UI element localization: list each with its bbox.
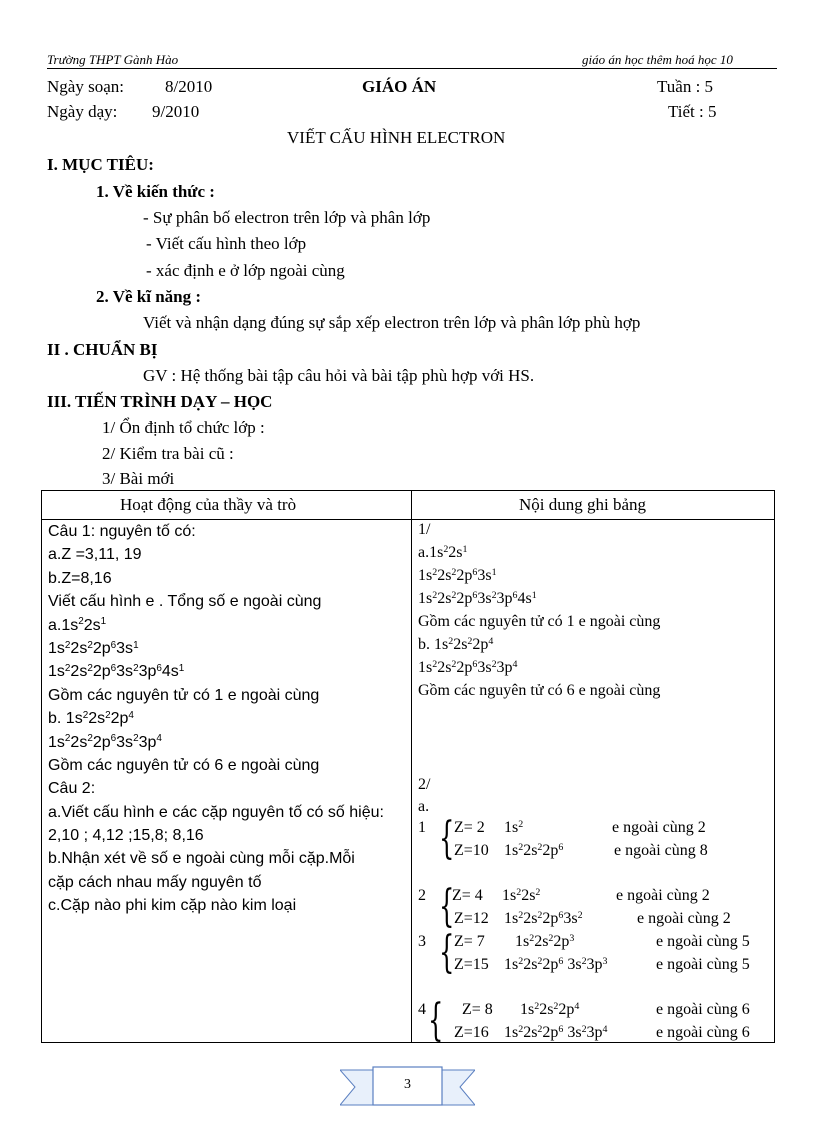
pair-2-z-mg: Z=12 [454, 910, 489, 927]
group-6-note: Gồm các nguyên tử có 6 e ngoài cùng [48, 756, 320, 774]
pair-1-number: 1 [418, 819, 426, 836]
prep-date: 8/2010 [165, 77, 213, 96]
r-config-li: $a.1s^22s^1$ [418, 543, 468, 561]
skills-text: Viết và nhận dạng đúng sự sắp xếp electron trên lớp và phân lớp phù hợp [143, 313, 641, 332]
pair-2-config-mg: $1s^22s^22p^63s^2$ [504, 909, 583, 927]
r-config-na: $1s^22s^22p^63s^1$ [418, 566, 497, 584]
r-group-6-note: Gồm các nguyên tử có 6 e ngoài cùng [418, 682, 661, 699]
question-2: Câu 2: [48, 780, 96, 798]
answer-2a-label: a. [418, 798, 430, 815]
pair-1-config-he: $1s^2$ [504, 818, 524, 836]
procedure-item: 1/ Ổn định tổ chức lớp : [102, 418, 265, 437]
question-1: Câu 1: nguyên tố có: [48, 523, 196, 540]
subject-label: giáo án học thêm hoá học 10 [582, 52, 733, 67]
question-2a-values: 2,10 ; 4,12 ;15,8; 8,16 [48, 827, 204, 845]
question-1b: b.Z=8,16 [48, 569, 112, 587]
brace-icon: { [439, 813, 455, 864]
r-config-s: $1s^22s^22p^63s^23p^4$ [418, 658, 518, 676]
pair-3-z-n: Z= 7 [454, 933, 485, 950]
pair-4-number: 4 [418, 1001, 426, 1018]
knowledge-item: - Sự phân bố electron trên lớp và phân lớp [143, 208, 431, 227]
question-2b-cont: cặp cách nhau mấy nguyên tố [48, 873, 262, 891]
question-2c: c.Cặp nào phi kim cặp nào kim loại [48, 897, 297, 915]
activities-cell [48, 520, 408, 918]
question-1a: a.Z =3,11, 19 [48, 546, 142, 564]
question-2a: a.Viết cấu hình e các cặp nguyên tố có số hiệu: [48, 803, 384, 821]
config-s: $1s^22s^22p^63s^23p^4$ [48, 733, 162, 751]
pair-2-number: 2 [418, 887, 426, 904]
col-header-content: Nội dung ghi bảng [519, 495, 647, 514]
config-k: $1s^22s^22p^63s^23p^64s^1$ [48, 662, 185, 681]
pair-2-z-be: Z= 4 [452, 887, 483, 904]
r-group-1-note: Gồm các nguyên tử có 1 e ngoài cùng [418, 613, 661, 630]
brace-icon: { [428, 995, 444, 1046]
pair-1-config-ne: $1s^22s^22p^6$ [504, 841, 564, 859]
knowledge-item: - Viết cấu hình theo lớp [146, 234, 307, 253]
answer-1-label: 1/ [418, 521, 431, 538]
pair-2-outer-mg: e ngoài cùng 2 [637, 910, 731, 927]
subsection-skills: 2. Về kĩ năng : [96, 287, 202, 306]
prep-label: Ngày soạn: [47, 77, 124, 96]
section-preparation: II . CHUẨN BỊ [47, 340, 158, 359]
answer-2-label: 2/ [418, 776, 431, 793]
page-number: 3 [404, 1077, 411, 1092]
pair-4-outer-o: e ngoài cùng 6 [656, 1001, 750, 1018]
col-header-activities: Hoạt động của thầy và trò [120, 495, 297, 514]
group-1-note: Gồm các nguyên tử có 1 e ngoài cùng [48, 686, 320, 704]
question-1c: Viết cấu hình e . Tổng số e ngoài cùng [48, 593, 322, 611]
teach-date: 9/2010 [152, 102, 200, 121]
config-na: $1s^22s^22p^63s^1$ [48, 639, 139, 657]
pair-2-config-be: $1s^22s^2$ [502, 886, 541, 904]
pair-3-outer-p: e ngoài cùng 5 [656, 956, 750, 973]
question-2b: b.Nhận xét về số e ngoài cùng mỗi cặp.Mỗi [48, 850, 355, 868]
r-config-o: b. $1s^22s^22p^4$ [418, 635, 494, 653]
lesson-title: VIẾT CẤU HÌNH ELECTRON [287, 128, 506, 147]
section-procedure: III. TIẾN TRÌNH DẠY – HỌC [47, 392, 273, 411]
pair-1-z-he: Z= 2 [454, 819, 485, 836]
pair-4-outer-s: e ngoài cùng 6 [656, 1024, 750, 1041]
pair-3-z-p: Z=15 [454, 956, 489, 973]
pair-4-config-s: $1s^22s^22p^6$ $3s^23p^4$ [504, 1023, 608, 1041]
knowledge-item: - xác định e ở lớp ngoài cùng [146, 261, 345, 280]
brace-icon: { [439, 881, 455, 932]
subsection-knowledge: 1. Về kiến thức : [96, 182, 215, 201]
pair-3-config-p: $1s^22s^22p^6$ $3s^23p^3$ [504, 955, 608, 973]
pair-4-config-o: $1s^22s^22p^4$ [520, 1000, 580, 1018]
pair-2-outer-be: e ngoài cùng 2 [616, 887, 710, 904]
brace-icon: { [439, 927, 455, 978]
section-objectives: I. MỤC TIÊU: [47, 155, 154, 174]
teach-label: Ngày dạy: [47, 102, 118, 121]
header-rule [47, 68, 777, 69]
pair-3-number: 3 [418, 933, 426, 950]
preparation-text: GV : Hệ thống bài tập câu hỏi và bài tập phù hợp với HS. [143, 366, 535, 385]
pair-1-outer-he: e ngoài cùng 2 [612, 819, 706, 836]
pair-4-z-o: Z= 8 [462, 1001, 493, 1018]
lesson-table [41, 490, 775, 1046]
r-config-k: $1s^22s^22p^63s^23p^64s^1$ [418, 589, 537, 607]
week-label: Tuần : 5 [657, 77, 714, 96]
pair-1-z-ne: Z=10 [454, 842, 489, 859]
config-o: b. $1s^22s^22p^4$ [48, 709, 134, 728]
pair-4-z-s: Z=16 [454, 1024, 489, 1041]
school-name: Trường THPT Gành Hào [47, 52, 179, 67]
period-label: Tiết : 5 [668, 102, 717, 121]
pair-1-outer-ne: e ngoài cùng 8 [614, 842, 708, 859]
pair-3-outer-n: e ngoài cùng 5 [656, 933, 750, 950]
page-number-badge [340, 1065, 475, 1110]
doc-title: GIÁO ÁN [362, 77, 437, 96]
procedure-item: 2/ Kiểm tra bài cũ : [102, 444, 234, 463]
config-li: $a.1s^22s^1$ [48, 616, 107, 634]
pair-3-config-n: $1s^22s^22p^3$ [515, 932, 575, 950]
procedure-item: 3/ Bài mới [102, 469, 175, 488]
